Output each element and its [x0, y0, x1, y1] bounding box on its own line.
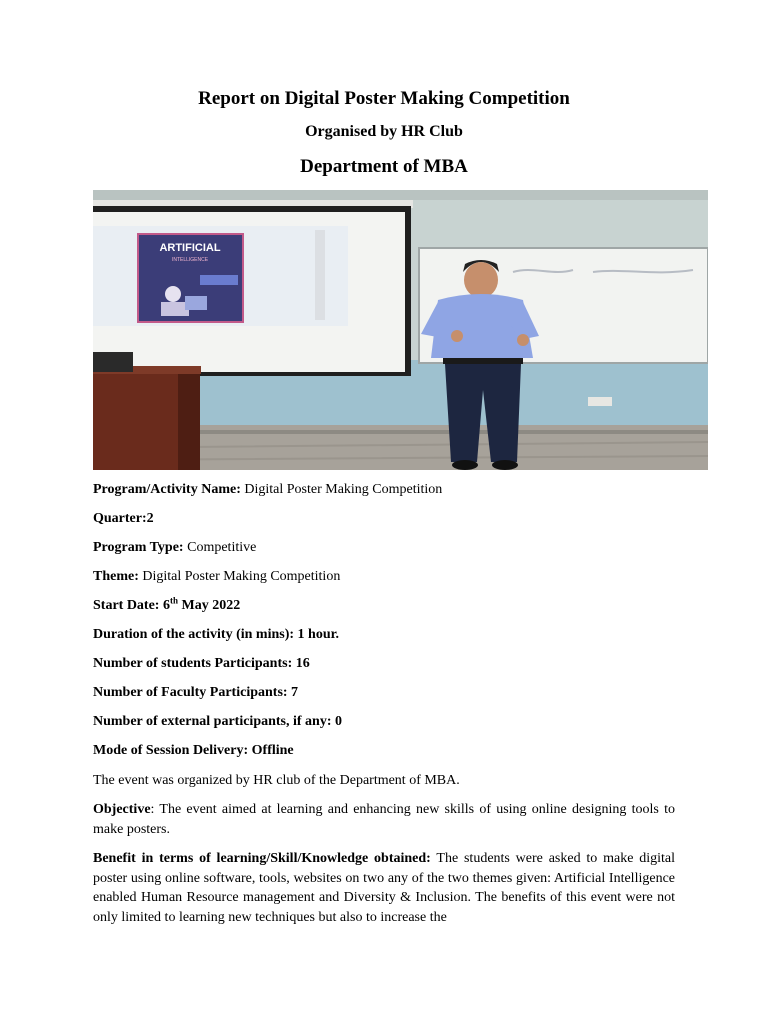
external-row [93, 713, 675, 742]
start-date-suffix: th [169, 595, 178, 606]
start-date-value: May 2022 [178, 598, 241, 613]
start-date-row [93, 597, 675, 626]
program-name-label: Program/Activity Name: [93, 482, 241, 497]
poster-subheading: INTELLIGENCE [171, 257, 209, 263]
benefit-text: The students were asked to make digital poster using online software, tools, websites on two any of the two themes given: Artificial Intelligence enabled Human Resource management and Diversity & Inclusion. The benefits of this event were not only limited to learning new techniques but also to increase the [93, 851, 675, 925]
organiser-line: Organised by HR Club [305, 123, 463, 140]
benefit-label: Benefit in terms of learning/Skill/Knowledge obtained: [93, 851, 431, 866]
event-photo [93, 190, 708, 470]
quarter-label: Quarter:2 [93, 511, 154, 526]
program-type-label: Program Type: [93, 540, 184, 555]
duration-row [93, 626, 675, 655]
faculty-row [93, 684, 675, 713]
objective-text: : The event aimed at learning and enhancing new skills of using online designing tools to make posters. [93, 802, 675, 837]
start-date-label: Start Date: 6 [93, 598, 170, 613]
theme-row [93, 568, 675, 597]
duration-text: Duration of the activity (in mins): 1 hour. [93, 627, 340, 642]
poster-heading: ARTIFICIAL [159, 242, 221, 254]
faculty-text: Number of Faculty Participants: 7 [93, 685, 299, 700]
quarter-row [93, 510, 675, 539]
theme-value: Digital Poster Making Competition [138, 569, 341, 584]
mode-row [93, 742, 675, 771]
program-name-value: Digital Poster Making Competition [240, 482, 443, 497]
report-title: Report on Digital Poster Making Competition [198, 88, 570, 109]
program-type-value: Competitive [183, 540, 257, 555]
objective-paragraph [93, 800, 675, 839]
objective-label: Objective [93, 802, 151, 817]
students-row [93, 655, 675, 684]
theme-label: Theme: [93, 569, 139, 584]
students-text: Number of students Participants: 16 [93, 656, 310, 671]
department-line: Department of MBA [300, 156, 468, 177]
mode-text: Mode of Session Delivery: Offline [93, 743, 294, 758]
program-name-row [93, 481, 675, 510]
intro-paragraph: The event was organized by HR club of the Department of MBA. [93, 773, 460, 788]
program-type-row [93, 539, 675, 568]
benefit-paragraph [93, 849, 675, 927]
external-text: Number of external participants, if any: 0 [93, 714, 342, 729]
event-photo-illustration [93, 190, 708, 470]
program-details [93, 481, 675, 771]
